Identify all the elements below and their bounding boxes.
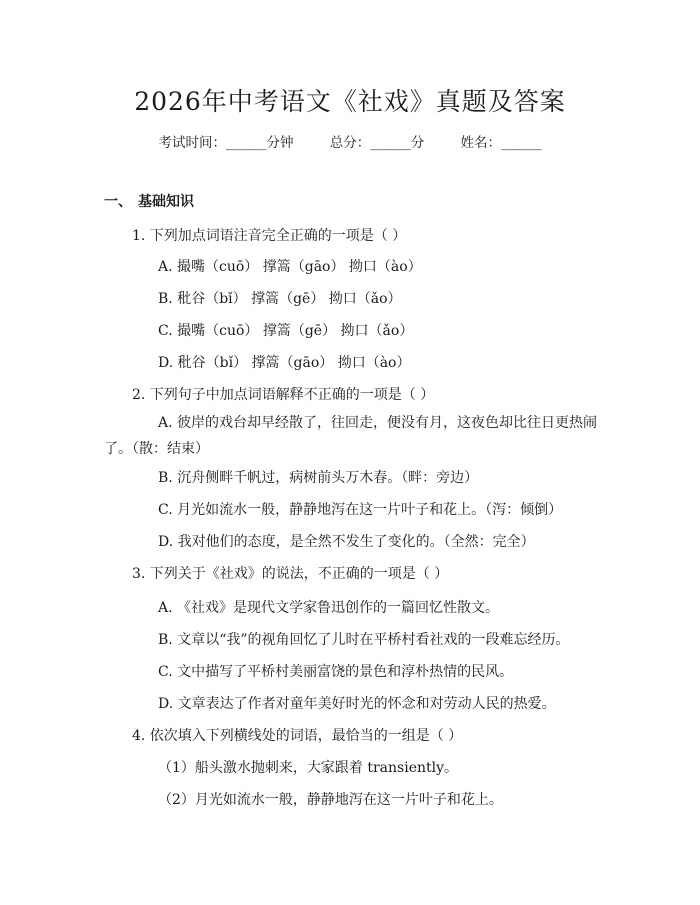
total-score-field: 总分：______分 — [329, 135, 425, 151]
question-4-stem: 4. 依次填入下列横线处的词语，最恰当的一组是（ ） — [132, 728, 463, 744]
question-3-option-d: D. 文章表达了作者对童年美好时光的怀念和对劳动人民的热爱。 — [158, 696, 556, 712]
section-title: 基础知识 — [138, 194, 194, 210]
question-1-option-d: D. 秕谷（bǐ） 撑篙（gāo） 拗口（ào） — [158, 355, 411, 371]
question-3-option-a: A. 《社戏》是现代文学家鲁迅创作的一篇回忆性散文。 — [158, 600, 500, 616]
question-3-option-c: C. 文中描写了平桥村美丽富饶的景色和淳朴热情的民风。 — [158, 664, 514, 680]
question-3-stem: 3. 下列关于《社戏》的说法，不正确的一项是（ ） — [132, 566, 449, 582]
question-4-sentence-1: （1）船头激水抛刺来，大家跟着 transiently。 — [158, 760, 459, 776]
question-3-option-b: B. 文章以“我”的视角回忆了儿时在平桥村看社戏的一段难忘经历。 — [158, 632, 570, 648]
question-2-stem: 2. 下列句子中加点词语解释不正确的一项是（ ） — [132, 387, 435, 403]
exam-time-field: 考试时间：______分钟 — [158, 135, 294, 151]
question-1-option-a: A. 撮嘴（cuō） 撑篙（gāo） 拗口（ào） — [158, 259, 422, 275]
page-title: 2026年中考语文《社戏》真题及答案 — [134, 87, 566, 116]
question-2-option-c: C. 月光如流水一般，静静地泻在这一片叶子和花上。（泻：倾倒） — [158, 502, 563, 518]
student-name-field: 姓名：______ — [460, 135, 542, 151]
question-4-sentence-2: （2）月光如流水一般，静静地泻在这一片叶子和花上。 — [158, 792, 503, 808]
exam-meta — [0, 131, 700, 151]
section-heading — [104, 191, 194, 211]
question-1-option-b: B. 秕谷（bǐ） 撑篙（gē） 拗口（ǎo） — [158, 291, 402, 307]
question-2-option-d: D. 我对他们的态度，是全然不发生了变化的。（全然：完全） — [158, 534, 535, 550]
question-2-option-a: A. 彼岸的戏台却早经散了，往回走，便没有月，这夜色却比往日更热闹了。（散：结束） — [104, 415, 598, 457]
section-number: 一、 — [104, 194, 132, 210]
question-1-stem: 1. 下列加点词语注音完全正确的一项是（ ） — [132, 228, 407, 244]
question-2-option-b: B. 沉舟侧畔千帆过，病树前头万木春。（畔：旁边） — [158, 470, 479, 486]
question-1-option-c: C. 撮嘴（cuō） 撑篙（gē） 拗口（ǎo） — [158, 323, 414, 339]
